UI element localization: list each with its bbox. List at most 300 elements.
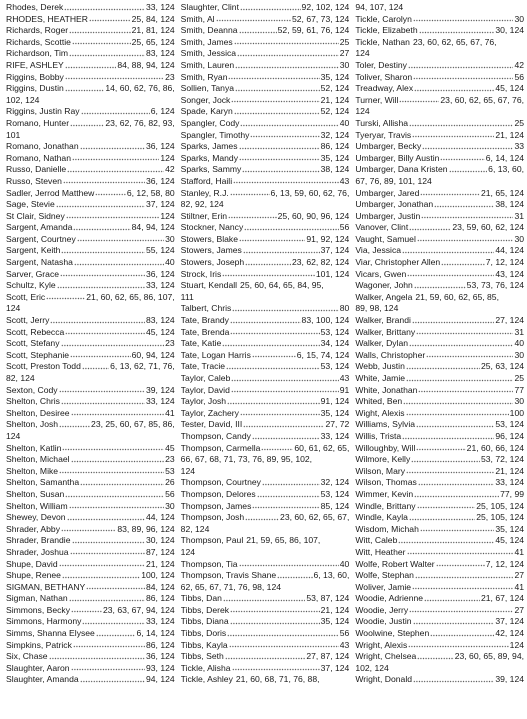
index-entry (355, 118, 524, 130)
entry-name: Sargent, Amanda (6, 222, 73, 233)
entry-name: Vicars, Gwen (355, 268, 407, 279)
index-entry (6, 153, 175, 165)
dot-leader (72, 39, 131, 47)
index-entry (355, 60, 524, 72)
dot-leader (56, 201, 145, 209)
entry-name: SIGMAN, BETHANY (6, 581, 86, 592)
entry-name: Romano, Hunter (6, 117, 70, 128)
dot-leader (82, 363, 109, 371)
index-entry (355, 83, 524, 95)
index-entry (6, 257, 175, 269)
index-entry (181, 199, 350, 211)
entry-name: Sigman, Nathan (6, 593, 68, 604)
entry-name: Witt, Heather (355, 546, 406, 557)
entry-pages: 60, 61, 62, 65, (294, 442, 350, 453)
entry-name: Wilson, Mary (355, 465, 406, 476)
entry-pages: 33, 124 (145, 280, 175, 291)
entry-name: Richards, Scottie (6, 36, 71, 47)
entry-name: Thompson, Carmella (180, 442, 261, 453)
entry-pages: 6, 13, 62, 71, 76, (110, 361, 175, 372)
index-entry (355, 269, 524, 281)
entry-name: Stowers, Joseph (180, 257, 245, 268)
entry-pages: 40 (165, 257, 175, 268)
entry-pages: 53, 87, 124 (306, 593, 350, 604)
entry-name: Six, Chase (6, 651, 48, 662)
entry-name: Shrader, Brandie (6, 535, 71, 546)
index-entry (6, 222, 175, 234)
entry-name: Sage, Stevie (6, 199, 55, 210)
index-entry (6, 419, 175, 431)
entry-pages: 32, 124 (320, 129, 350, 140)
index-entry (181, 257, 350, 269)
entry-pages: 66, 67, 68, 71, 73, 76, 89, 95, 102, (180, 454, 313, 465)
entry-name: Rhodes, Derek (6, 2, 64, 12)
dot-leader (60, 270, 145, 278)
dot-leader (230, 328, 319, 336)
index-entry (355, 628, 524, 640)
dot-leader (67, 166, 164, 174)
dot-leader (416, 328, 513, 336)
index-entry (355, 245, 524, 257)
index-entry (355, 419, 524, 431)
dot-leader (228, 73, 319, 81)
dot-leader (420, 189, 480, 197)
index-entry (355, 512, 524, 524)
dot-leader (65, 85, 105, 93)
index-entry (6, 292, 175, 304)
dot-leader (72, 155, 159, 163)
entry-pages: 31 (514, 326, 525, 337)
index-entry (355, 570, 524, 582)
entry-pages: 33, 124 (320, 430, 350, 441)
index-entry (355, 524, 524, 536)
dot-leader (413, 676, 494, 684)
entry-name: Shupe, Renee (6, 570, 61, 581)
entry-pages: 23 (165, 454, 175, 465)
index-entry (355, 48, 524, 60)
dot-leader (231, 386, 339, 394)
entry-name: Woodie, Justin (355, 616, 412, 627)
entry-name: Shrader, Joshua (6, 546, 69, 557)
entry-name: Vaught, Samuel (355, 233, 416, 244)
entry-pages: 6, 14, 124 (136, 628, 175, 639)
index-entry (181, 2, 350, 14)
index-entry (181, 605, 350, 617)
entry-name: Tyeryar, Travis (355, 129, 412, 140)
index-entry (355, 315, 524, 327)
index-entry (181, 501, 350, 513)
index-entry (355, 385, 524, 397)
entry-pages: 43 (339, 175, 350, 186)
entry-name: Walker, Angela (355, 291, 413, 302)
entry-name: Stafford, Haili (180, 175, 233, 186)
entry-pages: 56 (339, 222, 350, 233)
index-entry (355, 338, 524, 350)
entry-name: Tickle, Alisha (180, 662, 231, 673)
index-column-3 (355, 2, 524, 719)
entry-pages: 45 (165, 442, 175, 453)
entry-name: Wisdom, Michah (355, 523, 419, 534)
index-entry (181, 130, 350, 142)
entry-name: Tate, Brandy (180, 315, 229, 326)
index-entry (355, 211, 524, 223)
entry-name: Riggins, Dustin (6, 83, 64, 94)
dot-leader (239, 143, 320, 151)
dot-leader (243, 247, 320, 255)
entry-name: Thompson, Candy (180, 430, 251, 441)
index-entry (181, 327, 350, 339)
entry-pages: 60, 94, 124 (131, 349, 175, 360)
entry-pages: 45, 124 (495, 535, 525, 546)
entry-pages: 21, 124 (320, 604, 350, 615)
dot-leader (80, 676, 145, 684)
dot-leader (240, 120, 338, 128)
entry-name: Stanley, R.J. (180, 187, 229, 198)
entry-pages: 124 (160, 210, 175, 221)
entry-name: Strock, Iris (180, 268, 222, 279)
dot-leader (422, 143, 513, 151)
index-entry (181, 72, 350, 84)
index-entry (6, 535, 175, 547)
index-entry (355, 327, 524, 339)
entry-name: Shelton, Susan (6, 488, 65, 499)
entry-name: Scott, Preston Todd (6, 361, 81, 372)
entry-pages: 45, 124 (495, 83, 525, 94)
dot-leader (232, 665, 320, 673)
entry-pages: 53, 73, 76, 124 (466, 280, 525, 291)
entry-name: Sargent, Courtney (6, 233, 76, 244)
dot-leader (230, 618, 320, 626)
index-entry (355, 547, 524, 559)
entry-name: Slaughter, Aaron (6, 662, 70, 673)
dot-leader (413, 73, 513, 81)
entry-pages: 38, 124 (320, 164, 350, 175)
dot-leader (50, 317, 145, 325)
index-entry (181, 454, 350, 466)
dot-leader (449, 166, 488, 174)
entry-name: Sexton, Cody (6, 384, 58, 395)
entry-pages: 92, 102, 124 (301, 2, 350, 12)
dot-leader (416, 421, 494, 429)
entry-pages: 124 (160, 152, 175, 163)
index-entry (181, 373, 350, 385)
index-entry (355, 25, 524, 37)
entry-name: Riggins, Bobby (6, 71, 64, 82)
dot-leader (232, 305, 338, 313)
index-entry (181, 419, 350, 431)
entry-name: Windle, Brittany (355, 500, 416, 511)
entry-name: Wright, Chelsea (355, 651, 417, 662)
index-entry (6, 25, 175, 37)
index-entry (181, 651, 350, 663)
entry-pages: 124 (509, 639, 525, 650)
entry-pages: 38, 124 (495, 199, 525, 210)
dot-leader (277, 572, 312, 580)
index-entry (6, 269, 175, 281)
dot-leader (420, 526, 494, 534)
dot-leader (418, 386, 513, 394)
entry-name: Thompson, Josh (180, 512, 245, 523)
entry-pages: 91, 124 (320, 396, 350, 407)
entry-name: Toler, Destiny (355, 59, 407, 70)
entry-pages: 43 (339, 639, 350, 650)
dot-leader (69, 27, 131, 35)
dot-leader (412, 317, 494, 325)
index-entry (6, 570, 175, 582)
entry-pages: 23, 62, 76, 82, 93, (105, 117, 175, 128)
entry-name: Romano, Nathan (6, 152, 71, 163)
entry-name: Wright, Donald (355, 674, 413, 685)
dot-leader (409, 340, 513, 348)
index-entry (355, 373, 524, 385)
dot-leader (402, 247, 494, 255)
entry-pages: 77, 99 (500, 488, 525, 499)
entry-pages: 111 (180, 291, 194, 302)
entry-pages: 25, 105, 124 (476, 500, 525, 511)
dot-leader (46, 294, 85, 302)
index-entry (181, 141, 350, 153)
entry-pages: 40 (339, 117, 350, 128)
entry-pages: 6, 15, 74, 124 (296, 349, 350, 360)
entry-name: Tibbs, Derek (180, 604, 230, 615)
entry-name: Sparks, Sammy (180, 164, 242, 175)
entry-name: Woodie, Adrienne (355, 593, 424, 604)
entry-name: Scott, Eric (6, 291, 46, 302)
entry-pages: 25, 63, 124 (481, 361, 525, 372)
dot-leader (230, 317, 301, 325)
dot-leader (71, 607, 102, 615)
index-entry (355, 593, 524, 605)
entry-name: Shelton, Desiree (6, 407, 70, 418)
entry-name: Windle, Kayla (355, 512, 408, 523)
entry-name: Wilmore, Kelly (355, 454, 411, 465)
entry-name: Taylor, Caleb (180, 373, 231, 383)
entry-pages: 53 (165, 465, 175, 476)
index-entry (181, 280, 350, 292)
dot-leader (252, 352, 296, 360)
index-entry (355, 280, 524, 292)
entry-pages: 53, 124 (320, 488, 350, 499)
dot-leader (66, 212, 160, 220)
index-entry (181, 188, 350, 200)
entry-name: Umbarger, Jared (355, 187, 420, 198)
entry-name: Williams, Sylvia (355, 419, 416, 430)
entry-name: Woolwine, Stephen (355, 628, 430, 639)
entry-pages: 124 (355, 106, 370, 117)
dot-leader (430, 630, 494, 638)
index-entry (6, 234, 175, 246)
entry-name: Wolfe, Robert Walter (355, 558, 435, 569)
entry-name: Tate, Brenda (180, 326, 230, 337)
index-entry (6, 616, 175, 628)
dot-leader (408, 641, 508, 649)
dot-leader (71, 410, 165, 418)
dot-leader (252, 502, 319, 510)
entry-pages: 23, 60, 62, 65, 67, 76, (440, 94, 525, 105)
entry-name: Umbarger, Jonathan (355, 199, 434, 210)
entry-pages: 6, 13, 60, (313, 570, 350, 581)
dot-leader (424, 595, 480, 603)
entry-pages: 37, 124 (320, 245, 350, 256)
entry-pages: 82, 92, 124 (180, 199, 224, 210)
entry-pages: 21, 124 (495, 129, 525, 140)
entry-pages: 27 (514, 604, 525, 615)
entry-pages: 30 (514, 396, 525, 407)
entry-pages: 6, 124 (150, 106, 175, 117)
dot-leader (227, 398, 320, 406)
dot-leader (398, 537, 494, 545)
entry-pages: 41 (165, 407, 175, 418)
entry-name: Smith, Ryan (180, 71, 228, 82)
dot-leader (262, 479, 320, 487)
dot-leader (59, 468, 164, 476)
entry-name: Thompson, Paul (180, 535, 244, 546)
index-entry (355, 37, 524, 49)
dot-leader (222, 340, 319, 348)
index-entry (181, 674, 350, 686)
index-entry (6, 2, 175, 14)
index-entry (355, 188, 524, 200)
entry-pages: 52, 124 (320, 83, 350, 94)
index-entry (355, 559, 524, 571)
dot-leader (436, 560, 485, 568)
dot-leader (243, 421, 324, 429)
entry-pages: 56 (165, 488, 175, 499)
entry-name: Shelton, Mike (6, 465, 59, 476)
index-column-2 (181, 2, 350, 719)
entry-pages: 124 (6, 303, 21, 314)
dot-leader (409, 514, 475, 522)
entry-pages: 86, 124 (145, 593, 175, 604)
dot-leader (230, 189, 270, 197)
entry-pages: 35, 124 (320, 616, 350, 627)
index-entry (181, 443, 350, 455)
entry-pages: 85, 124 (320, 500, 350, 511)
entry-name: White, Jonathan (355, 384, 418, 395)
dot-leader (70, 120, 104, 128)
entry-pages: 30, 124 (495, 25, 525, 36)
entry-name: Sparks, James (180, 141, 238, 152)
entry-name: Thompson, Tia (180, 558, 238, 569)
entry-pages: 35, 124 (320, 71, 350, 82)
dot-leader (65, 491, 164, 499)
index-entry (6, 431, 175, 443)
entry-name: Umbarger, Dana Kristen (355, 164, 448, 175)
entry-name: Spangler, Cody (180, 117, 240, 128)
entry-name: Spangler, Timothy (180, 129, 250, 140)
entry-pages: 32, 124 (320, 477, 350, 488)
entry-name: Scott, Rebecca (6, 326, 65, 337)
index-entry (181, 338, 350, 350)
index-entry (355, 95, 524, 107)
dot-leader (234, 108, 320, 116)
dot-leader (61, 247, 145, 255)
entry-name: Via, Jessica (355, 245, 402, 256)
entry-pages: 7, 12, 124 (485, 558, 525, 569)
entry-pages: 36, 124 (145, 268, 175, 279)
index-entry (181, 535, 350, 547)
index-entry (181, 292, 350, 304)
entry-pages: 84, 88, 94, 124 (117, 59, 175, 70)
entry-pages: 23, 25, 60, 67, 85, 86, (91, 419, 175, 430)
dot-leader (59, 386, 145, 394)
entry-pages: 35, 124 (320, 152, 350, 163)
entry-name: Stowers, Blake (180, 233, 238, 244)
dot-leader (418, 479, 495, 487)
entry-name: Wolfe, Stephan (355, 570, 414, 581)
entry-pages: 26 (165, 477, 175, 488)
entry-pages: 33, 124 (145, 616, 175, 627)
entry-name: Wagoner, John (355, 280, 413, 291)
dot-leader (240, 4, 301, 12)
dot-leader (408, 62, 514, 70)
entry-pages: 124 (6, 430, 21, 441)
dot-leader (261, 444, 293, 452)
dot-leader (223, 595, 305, 603)
dot-leader (65, 62, 117, 70)
entry-name: Viar, Christopher Allen (355, 257, 441, 268)
entry-pages: 53, 124 (495, 419, 525, 430)
dot-leader (235, 85, 320, 93)
index-entry (6, 524, 175, 536)
index-entry (355, 199, 524, 211)
index-entry (181, 234, 350, 246)
dot-leader (242, 166, 319, 174)
entry-pages: 30 (339, 59, 350, 70)
index-entry (181, 153, 350, 165)
entry-name: Shelton, Chris (6, 396, 60, 407)
dot-leader (63, 178, 145, 186)
index-entry (355, 292, 524, 304)
dot-leader (245, 259, 291, 267)
index-entry (355, 350, 524, 362)
index-entry (181, 95, 350, 107)
entry-pages: 35, 124 (320, 407, 350, 418)
index-entry (6, 211, 175, 223)
index-entry (181, 211, 350, 223)
dot-leader (72, 537, 145, 545)
index-entry (6, 14, 175, 26)
entry-name: Smith, James (180, 36, 233, 47)
dot-leader (402, 433, 494, 441)
entry-name: Tickle, Ashley (180, 674, 233, 685)
entry-name: Taylor, Zachery (180, 407, 239, 418)
entry-pages: 21, 59, 60, 62, 65, 85, (415, 291, 499, 302)
index-entry (6, 489, 175, 501)
entry-pages: 91, 92, 124 (306, 233, 350, 244)
entry-name: Smith, Jessica (180, 48, 237, 59)
index-entry (355, 640, 524, 652)
index-entry (355, 466, 524, 478)
index-entry (6, 651, 175, 663)
index-entry (355, 663, 524, 675)
index-entry (355, 454, 524, 466)
entry-pages: 23 (165, 71, 175, 82)
entry-name: Woliver, Jamie (355, 581, 412, 592)
index-entry (6, 72, 175, 84)
entry-pages: 7, 12, 124 (485, 257, 525, 268)
dot-leader (414, 85, 494, 93)
index-entry (355, 176, 524, 188)
entry-pages: 23, 60, 62, 65, 67, 76, (412, 36, 497, 47)
entry-name: Toliver, Sharon (355, 71, 413, 82)
dot-leader (234, 39, 339, 47)
index-entry (6, 118, 175, 130)
index-entry (181, 593, 350, 605)
index-entry (355, 164, 524, 176)
entry-pages: 23, 60, 62, 65, 67, (280, 512, 350, 523)
entry-name: Schultz, Kyle (6, 280, 56, 291)
